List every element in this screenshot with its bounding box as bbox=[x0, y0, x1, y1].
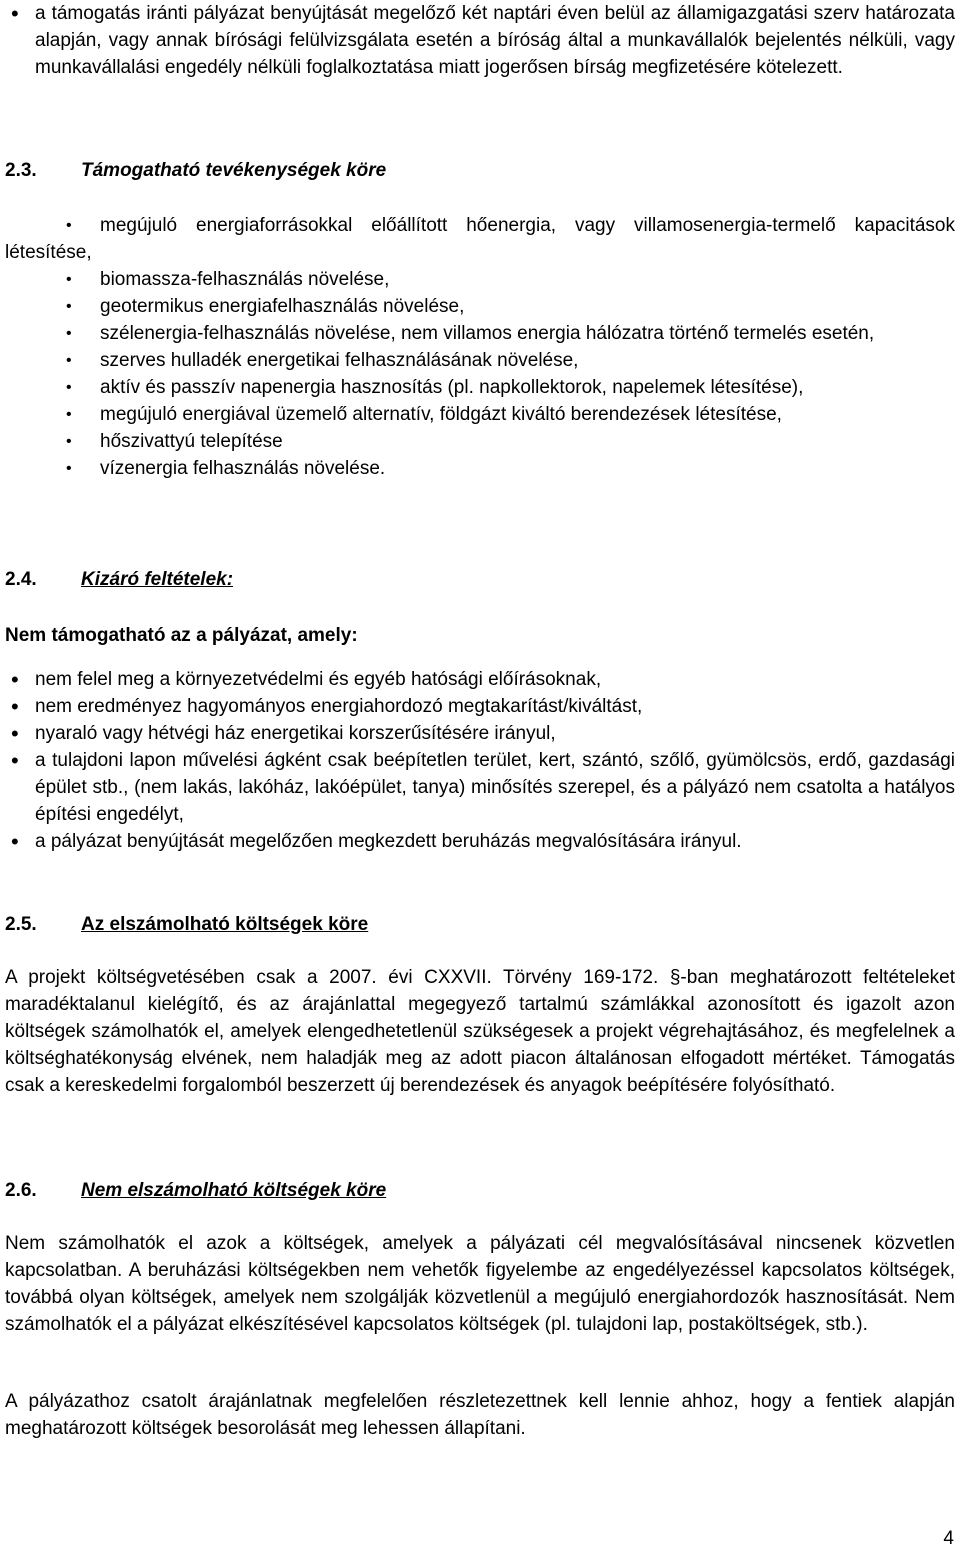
section-2-4-list-wrapper bbox=[5, 666, 955, 855]
section-2-3 bbox=[5, 157, 955, 184]
section-2-5 bbox=[5, 911, 955, 938]
list-item: • szélenergia-felhasználás növelése, nem villamos energia hálózatra történő termelés esetén, bbox=[5, 320, 955, 347]
list-item: • nem eredményez hagyományos energiahordozó megtakarítást/kiváltást, bbox=[5, 693, 955, 720]
section-2-3-list bbox=[5, 212, 955, 482]
section-2-6 bbox=[5, 1177, 955, 1204]
section-2-6-heading bbox=[5, 1177, 955, 1204]
list-item: • hőszivattyú telepítése bbox=[5, 428, 955, 455]
list-item: • a tulajdoni lapon művelési ágként csak beépítetlen terület, kert, szántó, szőlő, gyümölcsös, erdő, gazdasági épület stb., (nem lakás, lakóház, lakóépület, tanya) minősítés szerepel, és a pályázó nem csatolta a hatályos építési engedélyt, bbox=[5, 747, 955, 828]
section-2-6-paragraph-1: Nem számolhatók el azok a költségek, amelyek a pályázati cél megvalósításával nincsenek közvetlen kapcsolatban. A beruházási költségekben nem vehetők figyelembe az engedélyezéssel kapcsolatos költségek, továbbá olyan költségek, amelyek nem szolgálják közvetlenül a megújuló energiahordozók hasznosítását. Nem számolhatók el a pályázat elkészítésével kapcsolatos költségek (pl. tulajdoni lap, postaköltségek, stb.). bbox=[5, 1233, 955, 1335]
intro-bullet-list bbox=[5, 0, 955, 81]
section-2-3-number: 2.3. bbox=[5, 160, 37, 181]
list-item: • geotermikus energiafelhasználás növelése, bbox=[5, 293, 955, 320]
list-item: • nyaraló vagy hétvégi ház energetikai korszerűsítésére irányul, bbox=[5, 720, 955, 747]
section-2-3-heading bbox=[5, 157, 955, 184]
section-2-6-paragraph-2: A pályázathoz csatolt árajánlatnak megfelelően részletezettnek kell lennie ahhoz, hogy a fentiek alapján meghatározott költségek besorolását meg lehessen állapítani. bbox=[5, 1391, 955, 1439]
intro-section bbox=[5, 0, 955, 81]
list-item: • a pályázat benyújtását megelőzően megkezdett beruházás megvalósítására irányul. bbox=[5, 828, 955, 855]
section-2-4-list bbox=[5, 666, 955, 855]
section-2-5-number: 2.5. bbox=[5, 914, 37, 935]
section-2-4-subheading: Nem támogatható az a pályázat, amely: bbox=[5, 625, 358, 646]
section-2-5-title: Az elszámolható költségek köre bbox=[81, 914, 369, 935]
section-2-6-paragraph1-wrapper bbox=[5, 1230, 955, 1338]
section-2-5-heading bbox=[5, 911, 955, 938]
section-2-4-heading bbox=[5, 566, 955, 593]
section-2-4-title: Kizáró feltételek: bbox=[81, 569, 234, 590]
section-2-5-paragraph-wrapper bbox=[5, 964, 955, 1099]
section-2-6-title: Nem elszámolható költségek köre bbox=[81, 1180, 387, 1201]
list-item: • vízenergia felhasználás növelése. bbox=[5, 455, 955, 482]
intro-bullet-item: • a támogatás iránti pályázat benyújtását megelőző két naptári éven belül az államigazgatási szerv határozata alapján, vagy annak bírósági felülvizsgálata esetén a bíróság által a munkavállalók bejelentés nélküli, vagy munkavállalási engedély nélküli foglalkoztatása miatt jogerősen bírság megfizetésére kötelezett. bbox=[5, 0, 955, 81]
list-item: • aktív és passzív napenergia hasznosítás (pl. napkollektorok, napelemek létesítése), bbox=[5, 374, 955, 401]
list-item: • megújuló energiaforrásokkal előállított hőenergia, vagy villamosenergia-termelő kapacitások létesítése, bbox=[5, 212, 955, 266]
list-item: • szerves hulladék energetikai felhasználásának növelése, bbox=[5, 347, 955, 374]
section-2-6-paragraph2-wrapper bbox=[5, 1388, 955, 1442]
section-2-6-number: 2.6. bbox=[5, 1180, 37, 1201]
section-2-3-title: Támogatható tevékenységek köre bbox=[81, 160, 387, 181]
section-2-4-subheading-wrapper bbox=[5, 622, 955, 649]
section-2-4 bbox=[5, 566, 955, 593]
list-item: • nem felel meg a környezetvédelmi és egyéb hatósági előírásoknak, bbox=[5, 666, 955, 693]
list-item: • biomassza-felhasználás növelése, bbox=[5, 266, 955, 293]
list-item: • megújuló energiával üzemelő alternatív, földgázt kiváltó berendezések létesítése, bbox=[5, 401, 955, 428]
page-number: 4 bbox=[943, 1528, 954, 1549]
section-2-4-number: 2.4. bbox=[5, 569, 37, 590]
section-2-3-list-wrapper bbox=[5, 212, 955, 482]
section-2-5-paragraph: A projekt költségvetésében csak a 2007. évi CXXVII. Törvény 169-172. §-ban meghatározott feltételeket maradéktalanul kielégítő, és az árajánlattal megegyező tartalmú számlákkal azonosított és igazolt azon költségek számolhatók el, amelyek elengedhetetlenül szükségesek a projekt végrehajtásához, és megfelelnek a költséghatékonyság elvének, nem haladják meg az adott piacon általánosan elfogadott mértéket. Támogatás csak a kereskedelmi forgalomból beszerzett új berendezések és anyagok beépítésére folyósítható. bbox=[5, 967, 955, 1096]
